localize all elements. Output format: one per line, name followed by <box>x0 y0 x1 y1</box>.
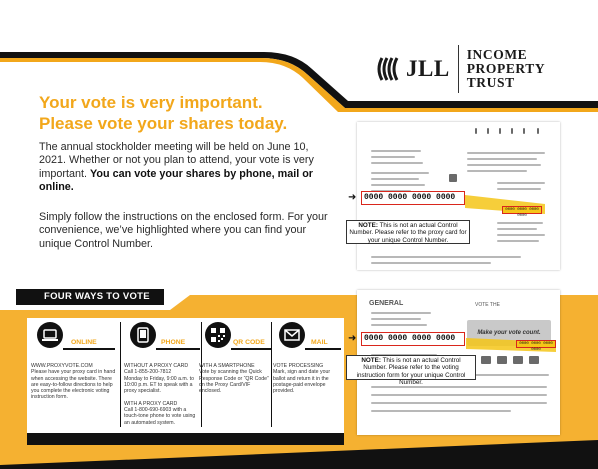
method-title: MAIL <box>311 339 328 346</box>
method-separator <box>120 322 121 427</box>
method-rule <box>156 348 200 350</box>
headline <box>39 92 339 134</box>
headline-line-2: Please vote your shares today. <box>39 114 288 133</box>
method-title: QR CODE <box>233 339 265 346</box>
note-label: NOTE: <box>358 222 378 229</box>
vif-tagline: Make your vote count. <box>477 330 541 336</box>
intro-paragraph-1 <box>39 141 329 195</box>
note-label: NOTE: <box>361 357 381 364</box>
intro-paragraph-2: Simply follow the instructions on the enclosed form. For your convenience, we’ve highlighted where you can find your unique Control Number. <box>39 211 328 250</box>
arrow-right-icon: ➜ <box>348 333 357 344</box>
note-text: This is not an actual Control Number. Please refer to the proxy card for your unique Control Number. <box>349 222 467 244</box>
vif-header: VOTE THE <box>475 302 500 308</box>
note-text: This is not an actual Control Number. Please refer to the voting instruction form for your unique Control Number. <box>356 357 466 386</box>
voting-methods-panel <box>27 318 344 445</box>
vif-note <box>346 355 476 386</box>
vif-small-control-number: 0000 0000 0000 0000 <box>519 342 553 352</box>
logo-trust-line: PROPERTY <box>466 61 546 76</box>
method-rule <box>231 348 271 350</box>
proxy-card-small-control-number: 0000 0000 0000 0000 <box>505 208 539 218</box>
phone-icon <box>130 322 156 348</box>
method-mail <box>273 318 343 433</box>
proxy-card-control-number: 0000 0000 0000 0000 <box>361 191 465 205</box>
four-ways-heading: FOUR WAYS TO VOTE <box>16 289 164 305</box>
envelope-icon <box>279 322 305 348</box>
logo-trust-name <box>467 48 546 90</box>
vif-control-number-highlight <box>516 340 556 352</box>
logo-trust-line: TRUST <box>466 75 515 90</box>
intro-emphasis: You can vote your shares by phone, mail or online. <box>39 167 314 194</box>
method-title: ONLINE <box>71 339 97 346</box>
method-online <box>31 318 115 433</box>
proxy-card-control-number-highlight <box>502 206 542 218</box>
logo-trust-line: INCOME <box>466 47 528 62</box>
logo-wordmark: JLL <box>406 56 450 81</box>
proxy-card-note <box>346 220 470 244</box>
vif-brand: GENERAL <box>369 300 404 307</box>
method-rule <box>305 348 341 350</box>
method-qr-code <box>199 318 271 433</box>
method-title: PHONE <box>161 339 186 346</box>
method-phone <box>124 318 200 433</box>
arrow-right-icon: ➜ <box>348 192 357 203</box>
headline-line-1: Your vote is very important. <box>39 93 263 112</box>
method-text: WWW.PROXYVOTE.COM Please have your proxy card in hand when accessing the website. There are easy-to-follow directions to help you complete the electronic voting instruction form. <box>31 363 116 401</box>
method-separator <box>271 322 272 427</box>
qr-code-icon <box>205 322 231 348</box>
intro-text: The annual stockholder meeting will be held on June 10, 2021. Whether or not you plan to attend, your vote is very important. <box>39 141 314 180</box>
method-text: WITHOUT A PROXY CARD Call 1-855-200-7812 Monday to Friday, 9:00 a.m. to 10:00 p.m. ET to speak with a proxy specialist. WITH A PROXY CARD Call 1-800-690-6903 with a touch-tone phone to vote using an automated system. <box>124 363 196 426</box>
jll-mark-icon <box>377 56 403 82</box>
method-text: VOTE PROCESSING Mark, sign and date your ballot and return it in the postage-paid envelope provided. <box>273 363 331 395</box>
method-rule <box>63 348 115 350</box>
method-text: WITH A SMARTPHONE Vote by scanning the Quick Response Code or “QR Code” on the Proxy Card/VIF enclosed. <box>199 363 269 395</box>
vif-control-number: 0000 0000 0000 0000 <box>361 332 465 346</box>
jll-income-property-trust-logo <box>377 45 545 93</box>
laptop-icon <box>37 322 63 348</box>
logo-divider <box>458 45 459 93</box>
